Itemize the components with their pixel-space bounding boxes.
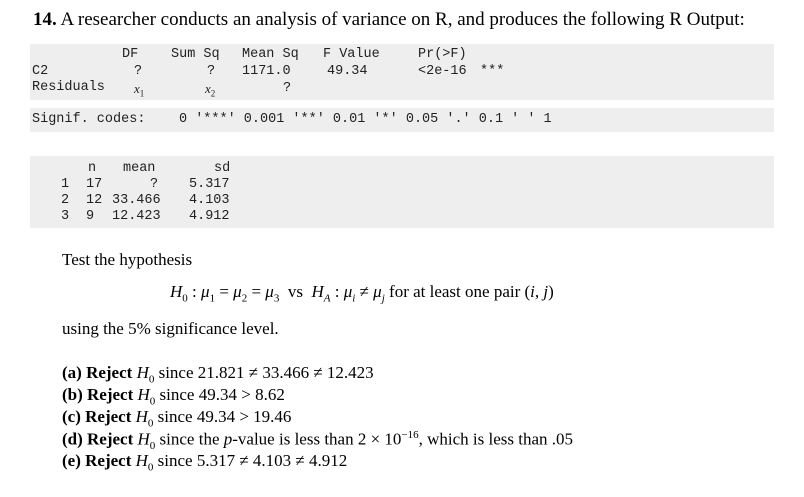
stats-row-2-mean: 33.466 — [112, 193, 161, 208]
stats-row-2-sd: 4.103 — [189, 193, 230, 208]
stats-row-1-mean: ? — [150, 177, 159, 192]
significance-level: using the 5% significance level. — [62, 319, 279, 338]
stats-row-2-n: 12 — [86, 193, 103, 208]
row-residuals-df: $x_1$ — [134, 81, 145, 99]
signif-label: Signif. codes: — [32, 112, 146, 127]
stats-row-1-index: 1 — [61, 177, 70, 192]
question-text: A researcher conducts an analysis of variance on R, and produces the following R Output: — [60, 9, 745, 30]
group-stats-output — [30, 156, 774, 228]
header-pr: Pr(>F) — [418, 47, 467, 62]
header-sumsq: Sum Sq — [171, 47, 220, 62]
stats-row-1-n: 17 — [86, 177, 103, 192]
question-title — [33, 9, 745, 31]
row-residuals-label: Residuals — [32, 80, 105, 95]
stats-row-3-mean: 12.423 — [112, 209, 161, 224]
stats-header-sd: sd — [214, 161, 231, 176]
question-number: 14. — [33, 9, 57, 30]
option-e[interactable]: (e) Reject $H_0$ since 5.317 ≠ 4.103 ≠ 4.912 — [62, 451, 348, 474]
hypothesis: $H_0$ : $\mu_1 = \mu_2 = \mu_3$ vs $H_A$ : $\mu_i \ne \mu_j$ for at least one pair (i, j) — [170, 282, 554, 305]
header-df: DF — [122, 47, 139, 62]
option-b[interactable]: (b) Reject $H_0$ since 49.34 > 8.62 — [62, 385, 285, 408]
header-meansq: Mean Sq — [242, 47, 299, 62]
row-residuals-sumsq: $x_2$ — [205, 81, 216, 99]
stats-row-2-index: 2 — [61, 193, 70, 208]
option-a[interactable]: (a) Reject $H_0$ since 21.821 ≠ 33.466 ≠ 12.423 — [62, 363, 374, 386]
stats-row-3-n: 9 — [86, 209, 95, 224]
stats-header-mean: mean — [123, 161, 156, 176]
test-intro: Test the hypothesis — [62, 250, 193, 269]
row-c2-meansq: 1171.0 — [242, 64, 291, 79]
signif-codes: 0 '***' 0.001 '**' 0.01 '*' 0.05 '.' 0.1 ' ' 1 — [179, 112, 552, 127]
row-c2-fvalue: 49.34 — [327, 64, 368, 79]
stats-row-3-index: 3 — [61, 209, 70, 224]
row-c2-df: ? — [134, 64, 143, 79]
header-fvalue: F Value — [323, 47, 380, 62]
option-c[interactable]: (c) Reject $H_0$ since 49.34 > 19.46 — [62, 407, 292, 430]
row-c2-pr: <2e-16 — [418, 64, 467, 79]
row-c2-label: C2 — [32, 64, 49, 79]
row-residuals-meansq: ? — [283, 81, 292, 96]
stats-row-1-sd: 5.317 — [189, 177, 230, 192]
row-c2-sumsq: ? — [207, 64, 216, 79]
stats-row-3-sd: 4.912 — [189, 209, 230, 224]
stats-header-n: n — [88, 161, 97, 176]
row-c2-stars: *** — [480, 64, 505, 79]
hypothesis-tail: for at least one pair — [389, 282, 521, 301]
option-d[interactable]: (d) Reject $H_0$ since the p-value is less than $2 \times 10^{-16}$, which is less than .05 — [62, 429, 574, 453]
anova-output — [30, 44, 774, 100]
signif-codes-output — [30, 108, 774, 132]
